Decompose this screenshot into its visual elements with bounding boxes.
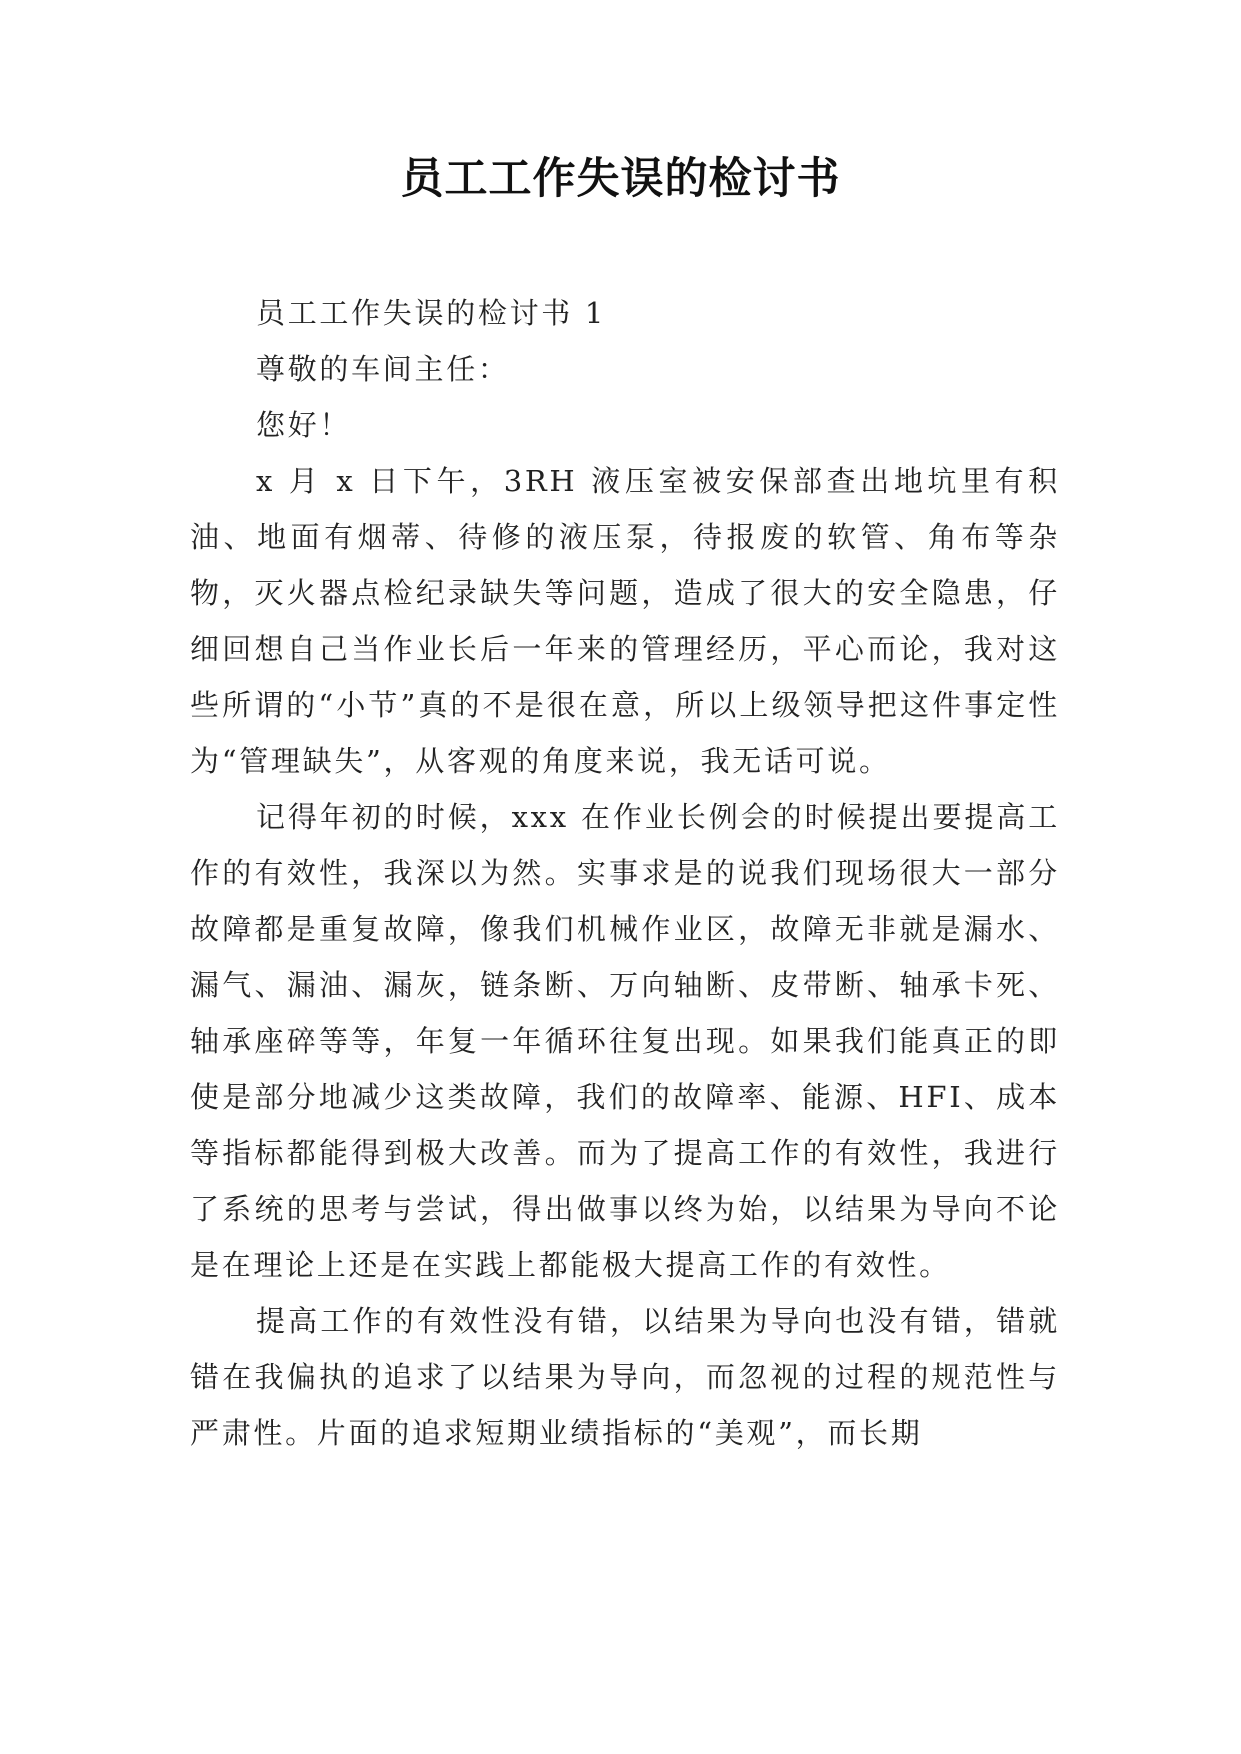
paragraph: 提高工作的有效性没有错，以结果为导向也没有错，错就错在我偏执的追求了以结果为导向，而忽视的过程的规范性与严肃性。片面的追求短期业绩指标的“美观”，而长期 bbox=[190, 1304, 1060, 1450]
salutation: 尊敬的车间主任： bbox=[256, 352, 510, 386]
document-title: 员工工作失误的检讨书 bbox=[400, 154, 841, 204]
section-heading: 员工工作失误的检讨书 1 bbox=[256, 296, 607, 330]
greeting: 您好！ bbox=[256, 408, 352, 442]
document-body bbox=[190, 285, 1060, 1461]
paragraph: 记得年初的时候，xxx 在作业长例会的时候提出要提高工作的有效性，我深以为然。实事求是的说我们现场很大一部分故障都是重复故障，像我们机械作业区，故障无非就是漏水、漏气、漏油、漏灰，链条断、万向轴断、皮带断、轴承卡死、轴承座碎等等，年复一年循环往复出现。如果我们能真正的即使是部分地减少这类故障，我们的故障率、能源、HFI、成本等指标都能得到极大改善。而为了提高工作的有效性，我进行了系统的思考与尝试，得出做事以终为始，以结果为导向不论是在理论上还是在实践上都能极大提高工作的有效性。 bbox=[190, 800, 1060, 1282]
paragraph: x 月 x 日下午，3RH 液压室被安保部查出地坑里有积油、地面有烟蒂、待修的液压泵，待报废的软管、角布等杂物，灭火器点检纪录缺失等问题，造成了很大的安全隐患，仔细回想自己当作业长后一年来的管理经历，平心而论，我对这些所谓的“小节”真的不是很在意，所以上级领导把这件事定性为“管理缺失”，从客观的角度来说，我无话可说。 bbox=[190, 464, 1060, 778]
